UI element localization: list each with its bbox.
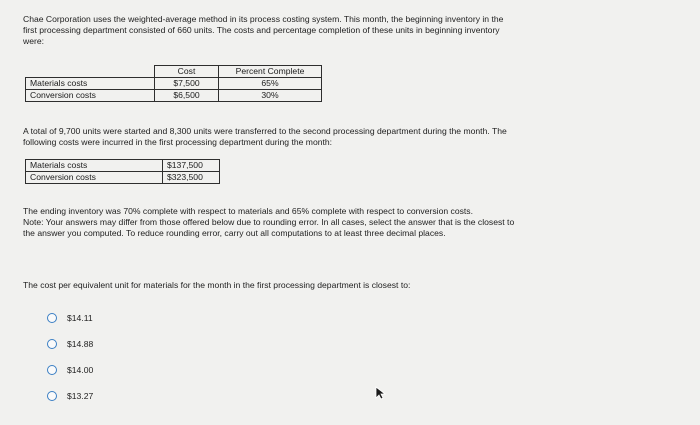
beginning-inventory-table	[25, 65, 322, 102]
ending-inventory-text: The ending inventory was 70% complete with respect to materials and 65% complete with respect to conversion costs.	[23, 206, 473, 216]
table-row	[26, 160, 220, 172]
radio-button[interactable]	[47, 313, 57, 323]
row-percent: 30%	[219, 90, 322, 102]
answer-option-2[interactable]	[47, 337, 93, 350]
option-label: $14.88	[67, 338, 94, 349]
radio-button[interactable]	[47, 391, 57, 401]
costs-incurred-table	[25, 159, 220, 184]
row-label: Materials costs	[26, 160, 163, 172]
option-label: $13.27	[67, 390, 94, 401]
answer-option-3[interactable]	[47, 363, 93, 376]
row-label: Conversion costs	[26, 90, 155, 102]
table-row	[26, 78, 322, 90]
row-amount: $323,500	[163, 172, 220, 184]
rounding-note: Note: Your answers may differ from those offered below due to rounding error. In all cases, select the answer that is the closest to the answer you computed. To reduce rounding error, carry out all computations to at least three decimal places.	[23, 217, 515, 239]
question-text: The cost per equivalent unit for materials for the month in the first processing department is closest to:	[23, 280, 411, 290]
table-row	[26, 172, 220, 184]
option-label: $14.11	[67, 312, 93, 323]
mouse-pointer-icon	[375, 386, 387, 400]
row-amount: $137,500	[163, 160, 220, 172]
answer-option-4[interactable]	[47, 389, 93, 402]
row-label: Materials costs	[26, 78, 155, 90]
table-row	[26, 90, 322, 102]
row-label: Conversion costs	[26, 172, 163, 184]
table-header-cost: Cost	[155, 66, 219, 78]
table-header-row	[26, 66, 322, 78]
intro-text: Chae Corporation uses the weighted-average method in its process costing system. This month, the beginning inventory in the first processing department consisted of 660 units. The costs and percentage completion of these units in beginning inventory were:	[23, 14, 504, 47]
option-label: $14.00	[67, 364, 94, 375]
ending-inventory-block	[23, 206, 518, 240]
radio-button[interactable]	[47, 339, 57, 349]
row-cost: $7,500	[155, 78, 219, 90]
answer-option-1[interactable]	[47, 311, 93, 324]
table-header-blank	[26, 66, 155, 78]
table-header-percent: Percent Complete	[219, 66, 322, 78]
row-percent: 65%	[219, 78, 322, 90]
radio-button[interactable]	[47, 365, 57, 375]
row-cost: $6,500	[155, 90, 219, 102]
answer-options	[47, 311, 93, 415]
units-text: A total of 9,700 units were started and 8,300 units were transferred to the second processing department during the month. The following costs were incurred in the first processing department during the month:	[23, 126, 507, 148]
